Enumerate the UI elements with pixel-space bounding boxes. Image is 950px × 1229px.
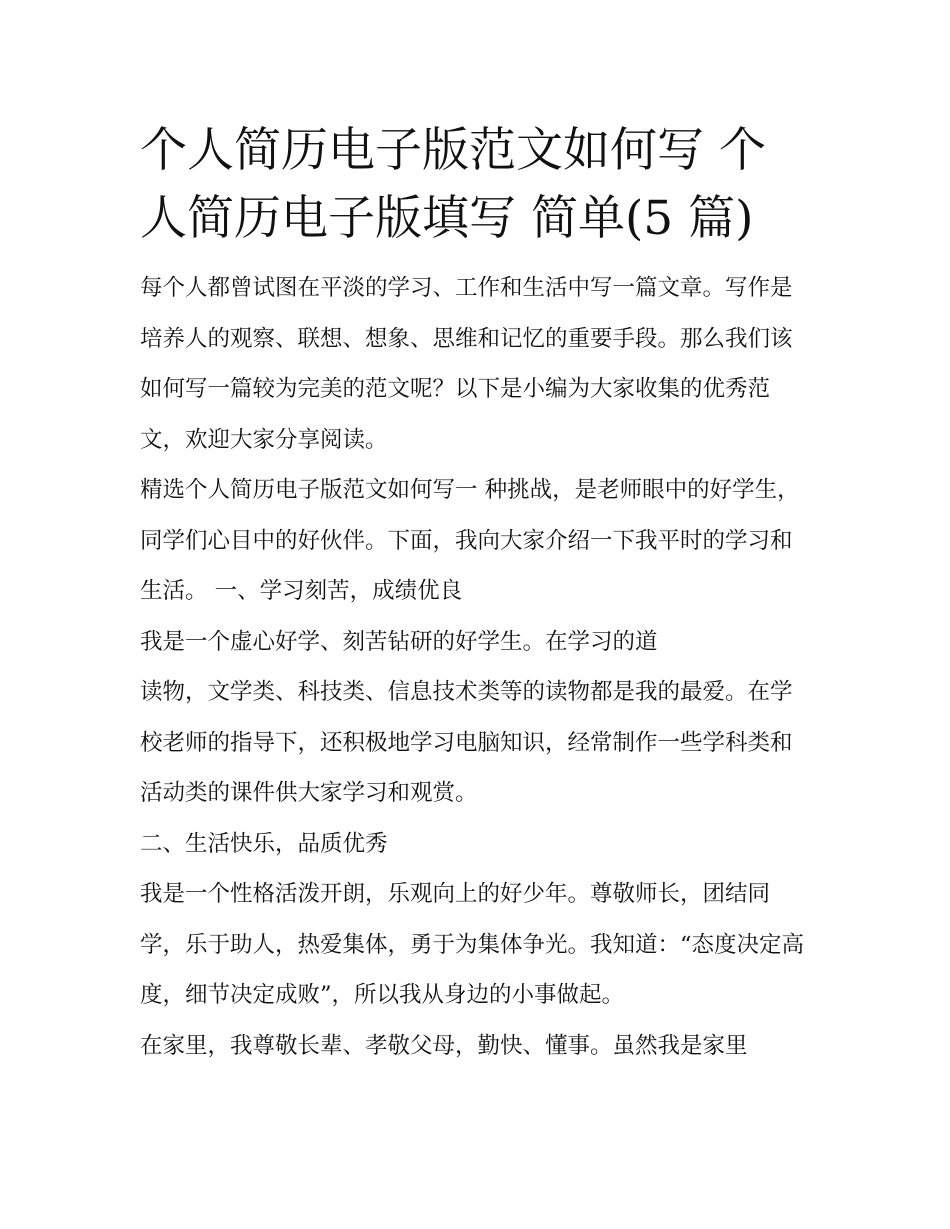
paragraph-essay-opening: 精选个人简历电子版范文如何写一 种挑战，是老师眼中的好学生，同学们心目中的好伙伴。下面，我向大家介绍一下我平时的学习和生活。 一、学习刻苦，成绩优良 <box>140 477 800 604</box>
document-body <box>140 117 812 1071</box>
paragraph-personality: 我是一个性格活泼开朗，乐观向上的好少年。尊敬师长，团结同学，乐于助人，热爱集体，勇于为集体争光。我知道：“态度决定高度，细节决定成败”，所以我从身边的小事做起。 <box>140 881 805 1008</box>
paragraph-at-home: 在家里，我尊敬长辈、孝敬父母，勤快、懂事。虽然我是家里 <box>140 1032 748 1059</box>
document-title: 个人简历电子版范文如何写 个人简历电子版填写 简单(5 篇) <box>140 123 766 246</box>
paragraph-study-diligent: 我是一个虚心好学、刻苦钻研的好学生。在学习的道 <box>140 628 658 655</box>
paragraph-intro: 每个人都曾试图在平淡的学习、工作和生活中写一篇文章。写作是培养人的观察、联想、想象、思维和记忆的重要手段。那么我们该如何写一篇较为完美的范文呢？以下是小编为大家收集的优秀范文，欢迎大家分享阅读。 <box>140 275 793 453</box>
section-heading-life: 二、生活快乐，品质优秀 <box>140 830 388 857</box>
paragraph-reading: 读物，文学类、科技类、信息技术类等的读物都是我的最爱。在学校老师的指导下，还积极地学习电脑知识，经常制作一些学科类和活动类的课件供大家学习和观赏。 <box>140 679 793 806</box>
